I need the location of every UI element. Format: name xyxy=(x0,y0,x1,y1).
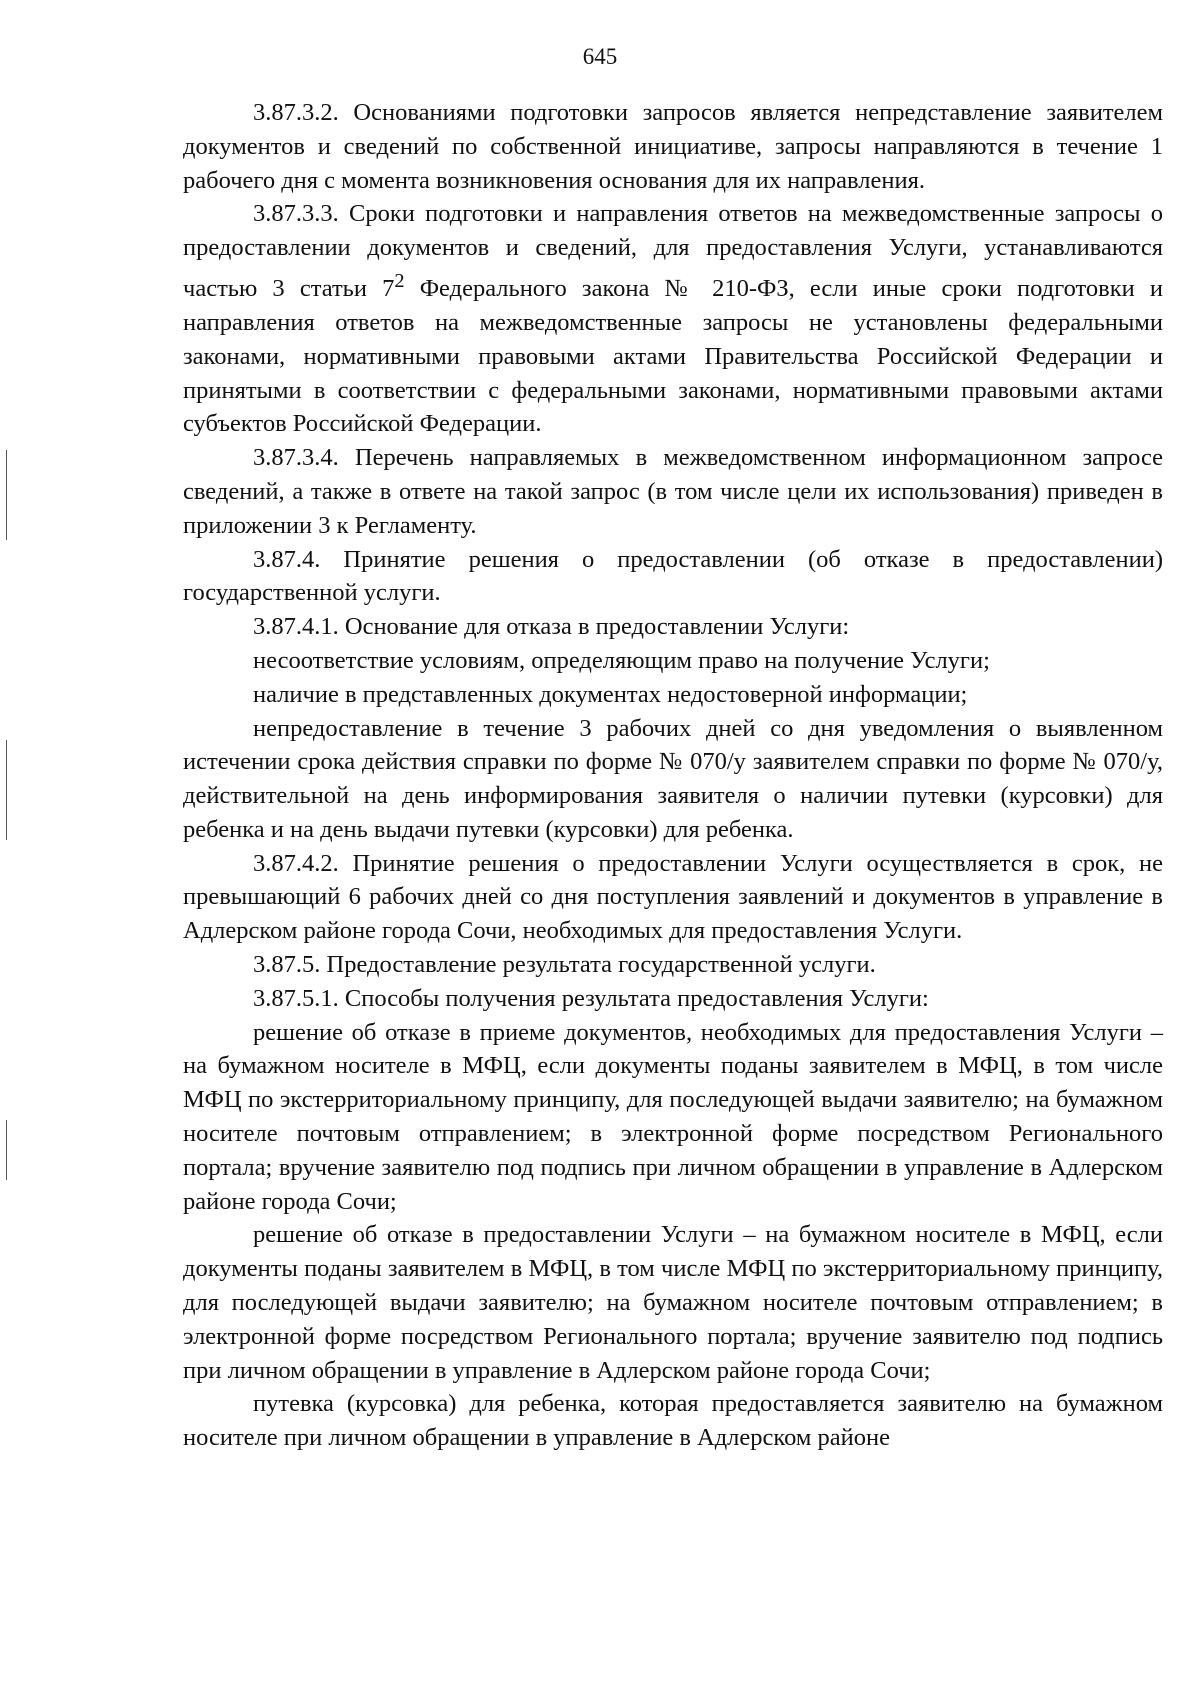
document-body xyxy=(183,96,1163,1455)
refusal-ground-3: непредоставление в течение 3 рабочих дней со дня уведомления о выявленном истечении срока действия справки по форме № 070/у заявителем справки по форме № 070/у, действительной на день информирования заявителя о наличии путевки (курсовки) для ребенка и на день выдачи путевки (курсовки) для ребенка. xyxy=(183,714,1163,843)
page-number: 645 xyxy=(582,44,618,69)
result-method-1: решение об отказе в приеме документов, необходимых для предоставления Услуги – на бумажном носителе в МФЦ, если документы поданы заявителем в МФЦ, в том числе МФЦ по экстерриториальному принципу, для последующей выдачи заявителю; на бумажном носителе почтовым отправлением; в электронной форме посредством Регионального портала; вручение заявителю под подпись при личном обращении в управление в Адлерском районе города Сочи; xyxy=(183,1018,1163,1215)
paragraph-3-87-4-1: 3.87.4.1. Основание для отказа в предоставлении Услуги: xyxy=(253,613,850,641)
paragraph-3-87-5: 3.87.5. Предоставление результата государственной услуги. xyxy=(253,951,876,979)
refusal-ground-2: наличие в представленных документах недостоверной информации; xyxy=(253,680,968,708)
paragraph-3-87-3-2: 3.87.3.2. Основаниями подготовки запросов является непредставление заявителем документов и сведений по собственной инициативе, запросы направляются в течение 1 рабочего дня с момента возникновения основания для их направления. xyxy=(183,99,1163,194)
result-method-3: путевка (курсовка) для ребенка, которая предоставляется заявителю на бумажном носителе при личном обращении в управление в Адлерском районе xyxy=(183,1390,1163,1452)
scan-margin-mark xyxy=(6,740,7,840)
article-superscript: 2 xyxy=(394,269,405,292)
paragraph-3-87-4-2: 3.87.4.2. Принятие решения о предоставлении Услуги осуществляется в срок, не превышающий 6 рабочих дней со дня поступления заявлений и документов в управление в Адлерском районе города Сочи, необходимых для предоставления Услуги. xyxy=(183,849,1163,945)
paragraph-3-87-4: 3.87.4. Принятие решения о предоставлении (об отказе в предоставлении) государственной услуги. xyxy=(183,545,1163,607)
scan-margin-mark xyxy=(6,1120,7,1180)
paragraph-3-87-3-3-continuation: Федерального закона № 210-ФЗ, если иные сроки подготовки и направления ответов на межведомственные запросы не установлены федеральными законами, нормативными правовыми актами Правительства Российской Федерации и принятыми в соответствии с федеральными законами, нормативными правовыми актами субъектов Российской Федерации. xyxy=(183,275,1163,438)
scan-margin-mark xyxy=(6,450,7,540)
paragraph-3-87-3-3 xyxy=(183,197,1163,441)
paragraph-3-87-3-3-text: 3.87.3.3. Сроки подготовки и направления ответов на межведомственные запросы о предоставлении документов и сведений, для предоставления Услуги, устанавливаются частью 3 статьи 7 xyxy=(183,200,1163,303)
refusal-ground-1: несоответствие условиям, определяющим право на получение Услуги; xyxy=(253,646,990,674)
result-method-2: решение об отказе в предоставлении Услуги – на бумажном носителе в МФЦ, если документы поданы заявителем в МФЦ, в том числе МФЦ по экстерриториальному принципу, для последующей выдачи заявителю; на бумажном носителе почтовым отправлением; в электронной форме посредством Регионального портала; вручение заявителю под подпись при личном обращении в управление в Адлерском районе города Сочи; xyxy=(183,1221,1163,1384)
paragraph-3-87-5-1: 3.87.5.1. Способы получения результата предоставления Услуги: xyxy=(253,984,929,1012)
paragraph-3-87-3-4: 3.87.3.4. Перечень направляемых в межведомственном информационном запросе сведений, а также в ответе на такой запрос (в том числе цели их использования) приведен в приложении 3 к Регламенту. xyxy=(183,444,1163,539)
